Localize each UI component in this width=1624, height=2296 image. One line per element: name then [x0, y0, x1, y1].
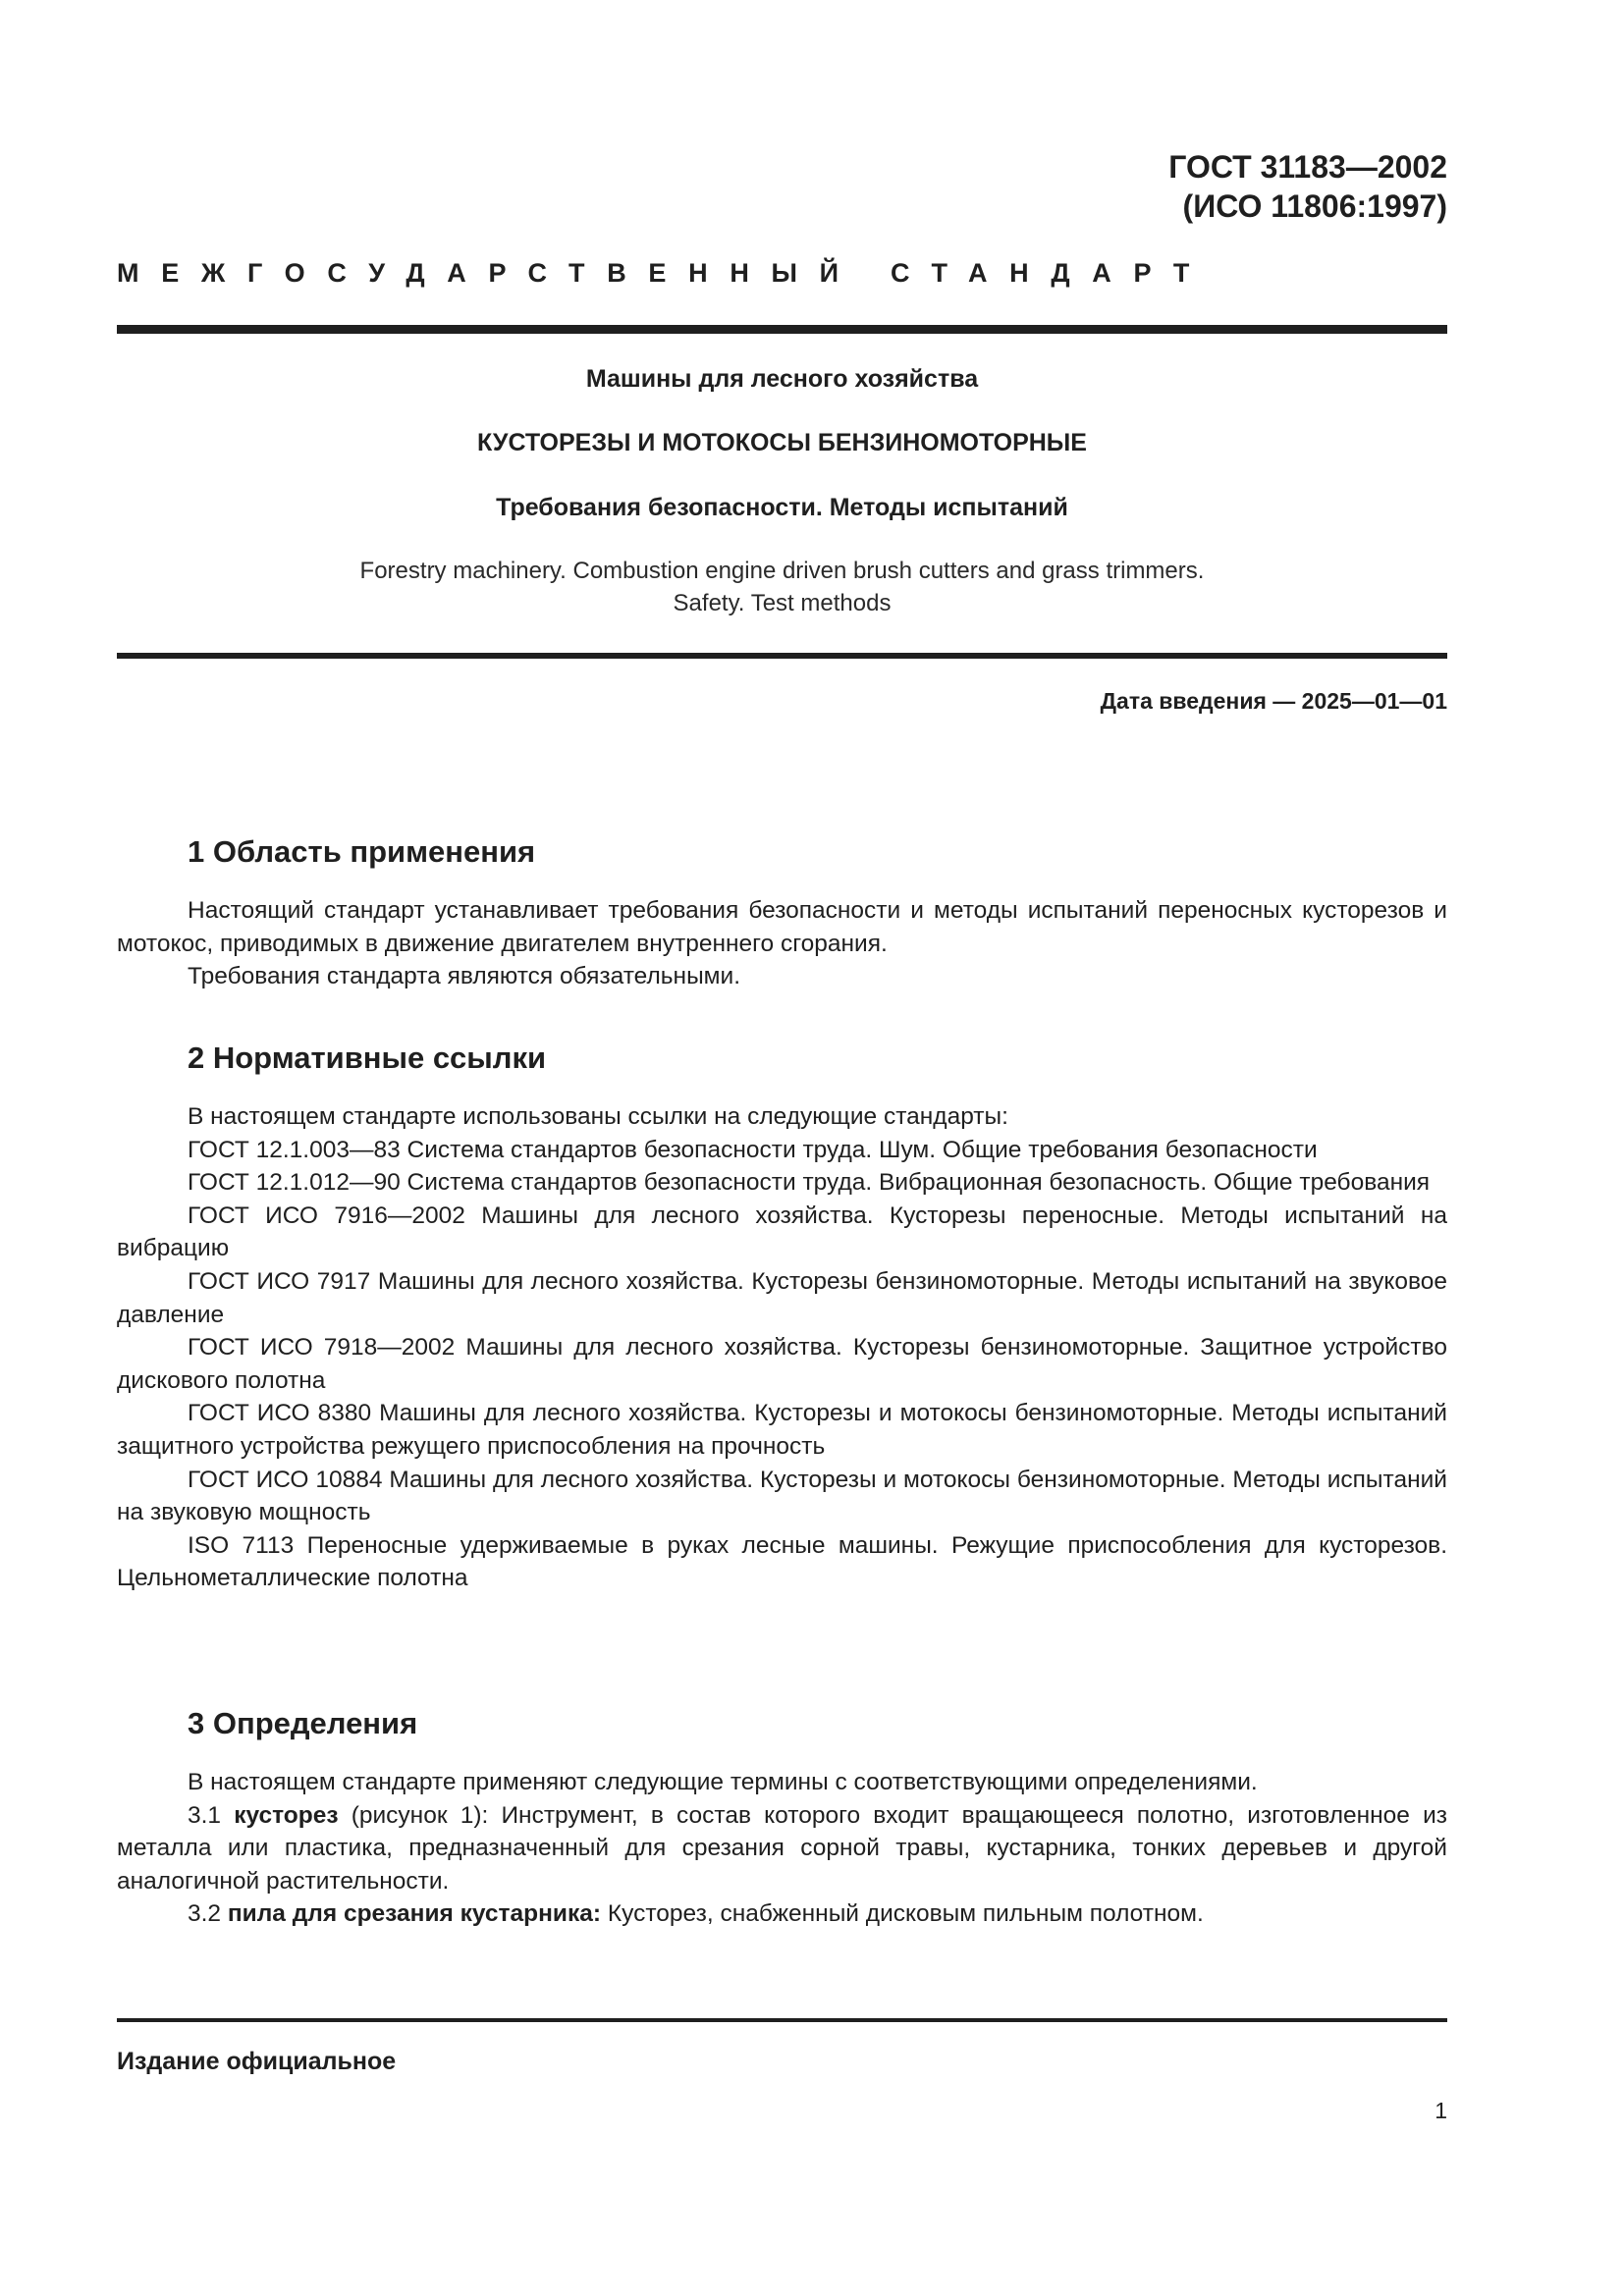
title-english-line2: Safety. Test methods	[673, 590, 892, 616]
definition-number: 3.2	[188, 1900, 222, 1928]
section-1-body	[117, 894, 1447, 993]
paragraph: В настоящем стандарте применяют следующие термины с соответствующими определениями.	[188, 1769, 1258, 1795]
standard-designation	[1168, 147, 1447, 226]
reference-item: ГОСТ ИСО 7916—2002 Машины для лесного хозяйства. Кусторезы переносные. Методы испытаний на вибрацию	[117, 1201, 1447, 1262]
definition-text: Кусторез, снабженный дисковым пильным полотном.	[601, 1900, 1204, 1928]
page-number: 1	[1435, 2098, 1447, 2123]
iso-number: (ИСО 11806:1997)	[1182, 188, 1447, 224]
title-english-line1: Forestry machinery. Combustion engine driven brush cutters and grass trimmers.	[359, 558, 1205, 584]
section-3-heading: 3 Определения	[188, 1706, 418, 1740]
definition-number: 3.1	[188, 1801, 222, 1829]
paragraph: Настоящий стандарт устанавливает требования безопасности и методы испытаний переносных кусторезов и мотокос, приводимых в движение двигателем внутреннего сгорания.	[117, 897, 1447, 957]
section-2-body	[117, 1100, 1447, 1595]
reference-item: ГОСТ ИСО 7918—2002 Машины для лесного хозяйства. Кусторезы бензиномоторные. Защитное устройство дискового полотна	[117, 1334, 1447, 1394]
section-1-heading: 1 Область применения	[188, 834, 536, 869]
paragraph: В настоящем стандарте использованы ссылки на следующие стандарты:	[188, 1103, 1008, 1130]
definition-3-1	[117, 1799, 1447, 1898]
reference-item: ISO 7113 Переносные удерживаемые в руках лесные машины. Режущие приспособления для кусторезов. Цельнометаллические полотна	[117, 1531, 1447, 1592]
gost-number: ГОСТ 31183—2002	[1168, 149, 1447, 185]
reference-item: ГОСТ ИСО 7917 Машины для лесного хозяйства. Кусторезы бензиномоторные. Методы испытаний на звуковое давление	[117, 1267, 1447, 1328]
footer-rule	[117, 2018, 1447, 2022]
definition-text: (рисунок 1): Инструмент, в состав которого входит вращающееся полотно, изготовленное из металла или пластика, предназначенный для срезания сорной травы, кустарника, тонких деревьев и другой аналогичной растительности.	[117, 1801, 1447, 1895]
top-rule	[117, 325, 1447, 334]
section-3-body	[117, 1766, 1447, 1931]
section-2-heading: 2 Нормативные ссылки	[188, 1041, 547, 1075]
title-main: КУСТОРЕЗЫ И МОТОКОСЫ БЕНЗИНОМОТОРНЫЕ	[477, 429, 1087, 456]
reference-item: ГОСТ 12.1.003—83 Система стандартов безопасности труда. Шум. Общие требования безопасности	[188, 1136, 1318, 1163]
official-edition-label: Издание официальное	[117, 2048, 397, 2075]
middle-rule	[117, 653, 1447, 659]
standard-type-title: МЕЖГОСУДАРСТВЕННЫЙ СТАНДАРТ	[117, 258, 1213, 288]
paragraph: Требования стандарта являются обязательными.	[188, 963, 741, 990]
reference-item: ГОСТ ИСО 8380 Машины для лесного хозяйства. Кусторезы и мотокосы бензиномоторные. Методы испытаний защитного устройства режущего приспособления на прочность	[117, 1400, 1447, 1460]
reference-item: ГОСТ 12.1.012—90 Система стандартов безопасности труда. Вибрационная безопасность. Общие требования	[188, 1169, 1431, 1197]
introduction-date: Дата введения — 2025—01—01	[1100, 688, 1447, 714]
definition-term: пила для срезания кустарника:	[227, 1900, 602, 1928]
definition-term: кусторез	[234, 1801, 339, 1829]
reference-item: ГОСТ ИСО 10884 Машины для лесного хозяйства. Кусторезы и мотокосы бензиномоторные. Методы испытаний на звуковую мощность	[117, 1466, 1447, 1526]
title-machines: Машины для лесного хозяйства	[585, 365, 979, 393]
definition-3-2	[117, 1897, 1447, 1931]
title-english	[117, 555, 1447, 619]
title-subtitle: Требования безопасности. Методы испытаний	[496, 494, 1068, 521]
